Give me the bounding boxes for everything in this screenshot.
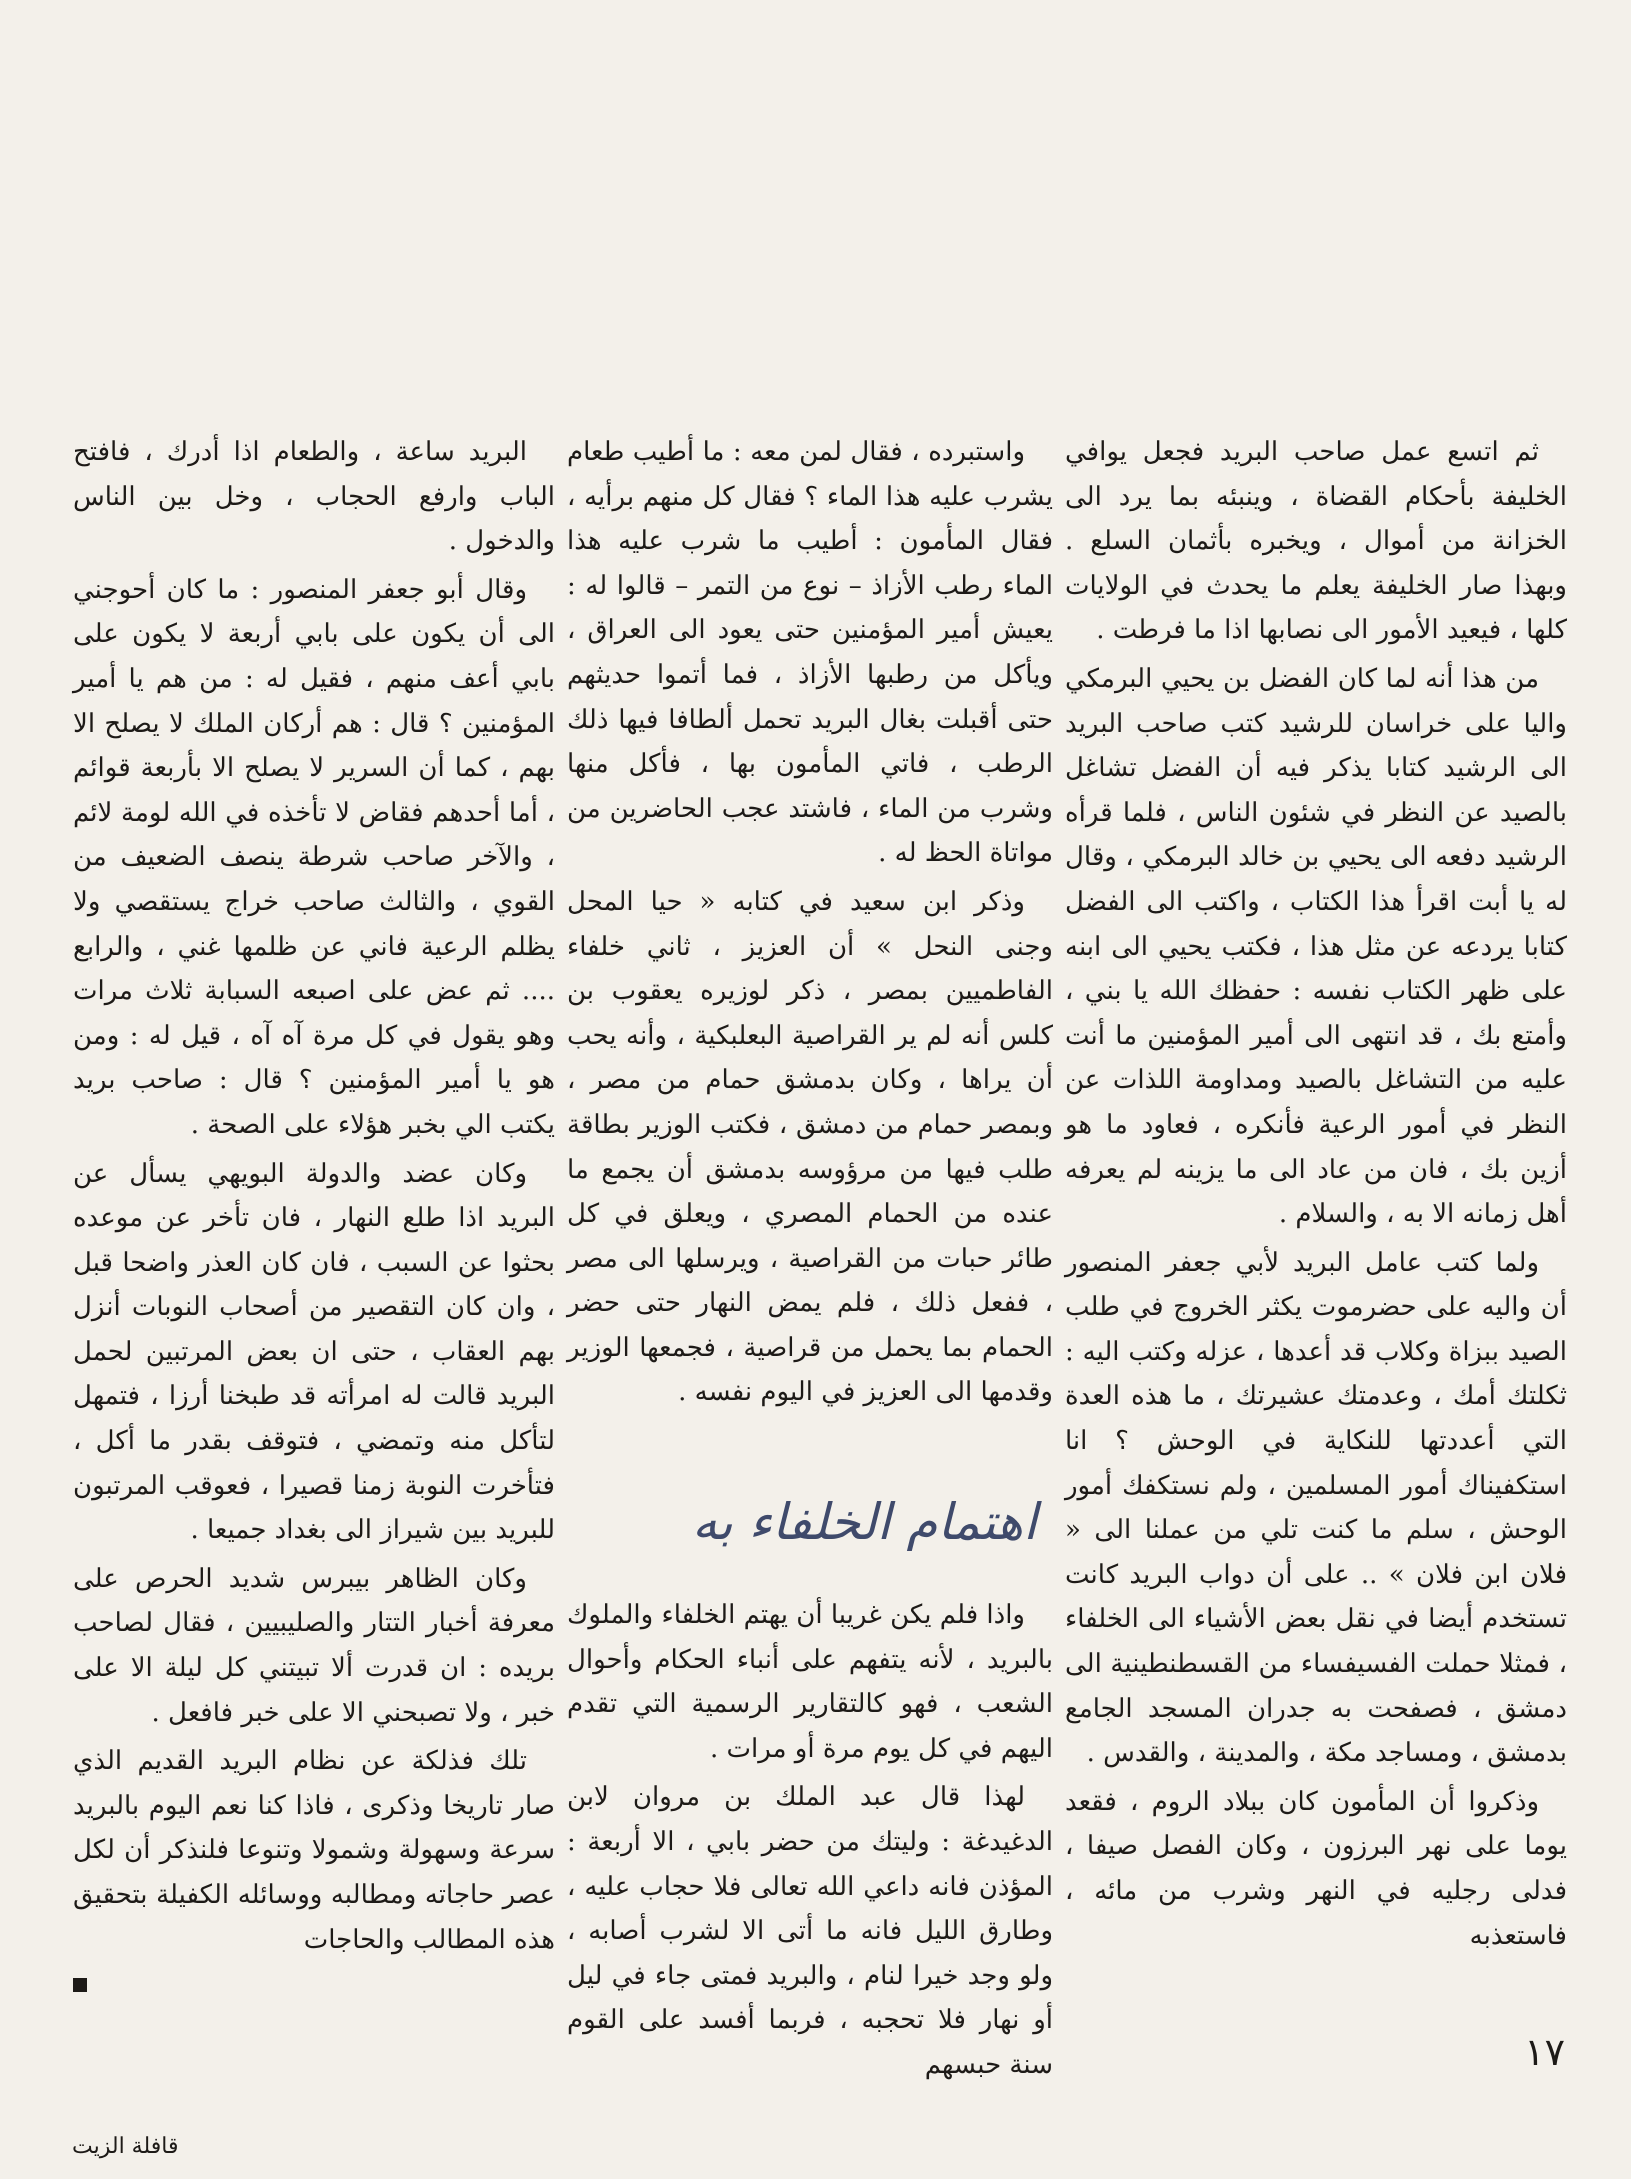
paragraph: وذكر ابن سعيد في كتابه « حيا المحل وجنى النحل » أن العزيز ، ثاني خلفاء الفاطميين بمصر ، ذكر لوزيره يعقوب بن كلس أنه لم ير القراصية البعلبكية ، وأنه يحب أن يراها ، وكان بدمشق حمام من مصر ، وبمصر حمام من دمشق ، فكتب الوزير بطاقة طلب فيها من مرؤوسه بدمشق أن يجمع ما عنده من الحمام المصري ، ويعلق في كل طائر حبات من القراصية ، ويرسلها الى مصر ، ففعل ذلك ، فلم يمض النهار حتى حضر الحمام بما يحمل من قراصية ، فجمعها الوزير وقدمها الى العزيز في اليوم نفسه .: [567, 886, 1053, 1408]
paragraph: ولما كتب عامل البريد لأبي جعفر المنصور أن واليه على حضرموت يكثر الخروج في طلب الصيد ببزاة وكلاب قد أعدها ، عزله وكتب اليه : ثكلتك أمك ، وعدمتك عشيرتك ، ما هذه العدة التي أعددتها للنكاية في الوحش ؟ انا استكفيناك أمور المسلمين ، ولم نستكفك أمور الوحش ، سلم ما كنت تلي من عملنا الى « فلان ابن فلان » .. على أن دواب البريد كانت تستخدم أيضا في نقل بعض الأشياء الى الخلفاء ، فمثلا حملت الفسيفساء من القسطنطينية الى دمشق ، فصفحت به جدران المسجد الجامع بدمشق ، ومساجد مكة ، والمدينة ، والقدس .: [1065, 1247, 1567, 1769]
article-end: [73, 1962, 555, 2007]
article-column-middle: [567, 430, 1053, 2088]
paragraph: لهذا قال عبد الملك بن مروان لابن الدغيدغة : وليتك من حضر بابي ، الا أربعة : المؤذن فانه داعي الله تعالى فلا حجاب عليه ، وطارق الليل فانه ما أتى الا لشرب أصابه ، ولو وجد خيرا لنام ، والبريد فمتى جاء في ليل أو نهار فلا تحجبه ، فربما أفسد على القوم سنة حبسهم: [567, 1782, 1053, 2080]
paragraph: وقال أبو جعفر المنصور : ما كان أحوجني الى أن يكون على بابي أربعة لا يكون على بابي أعف منهم ، فقيل له : من هم يا أمير المؤمنين ؟ قال : هم أركان الملك لا يصلح الا بهم ، كما أن السرير لا يصلح الا بأربعة قوائم ، أما أحدهم فقاض لا تأخذه في الله لومة لائم ، والآخر صاحب شرطة ينصف الضعيف من القوي ، والثالث صاحب خراج يستقصي ولا يظلم الرعية فاني عن ظلمها غني ، والرابع .... ثم عض على اصبعه السبابة ثلاث مرات وهو يقول في كل مرة آه آه ، قيل له : ومن هو يا أمير المؤمنين ؟ قال : صاحب بريد يكتب الي بخبر هؤلاء على الصحة .: [73, 574, 555, 1140]
paragraph: واذا فلم يكن غريبا أن يهتم الخلفاء والملوك بالبريد ، لأنه يتفهم على أنباء الحكام وأحوال الشعب ، فهو كالتقارير الرسمية التي تقدم اليهم في كل يوم مرة أو مرات .: [567, 1600, 1053, 1764]
section-heading: اهتمام الخلفاء به: [692, 1493, 1037, 1552]
end-of-article-square-icon: [73, 1978, 87, 1992]
article-column-right: [1065, 430, 1567, 1958]
paragraph: واستبرده ، فقال لمن معه : ما أطيب طعام يشرب عليه هذا الماء ؟ فقال كل منهم برأيه ، فقال المأمون : أطيب ما شرب عليه هذا الماء رطب الأزاذ – نوع من التمر – قالوا له : يعيش أمير المؤمنين حتى يعود الى العراق ، ويأكل من رطبها الأزاذ ، فما أتموا حديثهم حتى أقبلت بغال البريد تحمل ألطافا فيها ذلك الرطب ، فاتي المأمون بها ، فأكل منها وشرب من الماء ، فاشتد عجب الحاضرين من مواتاة الحظ له .: [567, 437, 1053, 869]
paragraph: من هذا أنه لما كان الفضل بن يحيي البرمكي واليا على خراسان للرشيد كتب صاحب البريد الى الرشيد كتابا يذكر فيه أن الفضل تشاغل بالصيد عن النظر في شئون الناس ، فلما قرأه الرشيد دفعه الى يحيي بن خالد البرمكي ، وقال له يا أبت اقرأ هذا الكتاب ، واكتب الى الفضل كتابا يردعه عن مثل هذا ، فكتب يحيي الى ابنه على ظهر الكتاب نفسه : حفظك الله يا بني ، وأمتع بك ، قد انتهى الى أمير المؤمنين ما أنت عليه من التشاغل بالصيد ومداومة اللذات عن النظر في أمور الرعية فأنكره ، فعاود ما هو أزين بك ، فان من عاد الى ما يزينه لم يعرفه أهل زمانه الا به ، والسلام .: [1065, 663, 1567, 1230]
paragraph: ثم اتسع عمل صاحب البريد فجعل يوافي الخليفة بأحكام القضاة ، وينبئه بما يرد الى الخزانة من أموال ، ويخبره بأثمان السلع . وبهذا صار الخليفة يعلم ما يحدث في الولايات كلها ، فيعيد الأمور الى نصابها اذا ما فرطت .: [1065, 437, 1567, 646]
paragraph: وكان الظاهر بيبرس شديد الحرص على معرفة أخبار التتار والصليبيين ، فقال لصاحب بريده : ان قدرت ألا تبيتني كل ليلة الا على خبر ، ولا تصبحني الا على خبر فافعل .: [73, 1563, 555, 1728]
article-column-left: [73, 430, 555, 2007]
paragraph: البريد ساعة ، والطعام اذا أدرك ، فافتح الباب وارفع الحجاب ، وخل بين الناس والدخول .: [73, 437, 555, 557]
paragraph: وكان عضد والدولة البويهي يسأل عن البريد اذا طلع النهار ، فان تأخر عن موعده بحثوا عن السبب ، فان كان العذر واضحا قبل ، وان كان التقصير من أصحاب النوبات أنزل بهم العقاب ، حتى ان بعض المرتبين لحمل البريد قالت له امرأته قد طبخنا أرزا ، فتمهل لتأكل منه وتمضي ، فتوقف بقدر ما أكل ، فتأخرت النوبة زمنا قصيرا ، فعوقب المرتبون للبريد بين شيراز الى بغداد جميعا .: [73, 1158, 555, 1546]
paragraph: وذكروا أن المأمون كان ببلاد الروم ، فقعد يوما على نهر البرزون ، وكان الفصل صيفا ، فدلى رجليه في النهر وشرب من مائه ، فاستعذبه: [1065, 1786, 1567, 1951]
magazine-name: قافلة الزيت: [72, 2134, 179, 2159]
paragraph: تلك فذلكة عن نظام البريد القديم الذي صار تاريخا وذكرى ، فاذا كنا نعم اليوم بالبريد سرعة وسهولة وشمولا وتنوعا فلنذكر أن لكل عصر حاجاته ومطالبه ووسائله الكفيلة بتحقيق هذه المطالب والحاجات: [73, 1746, 555, 1955]
page-number: ١٧: [1524, 2030, 1565, 2074]
